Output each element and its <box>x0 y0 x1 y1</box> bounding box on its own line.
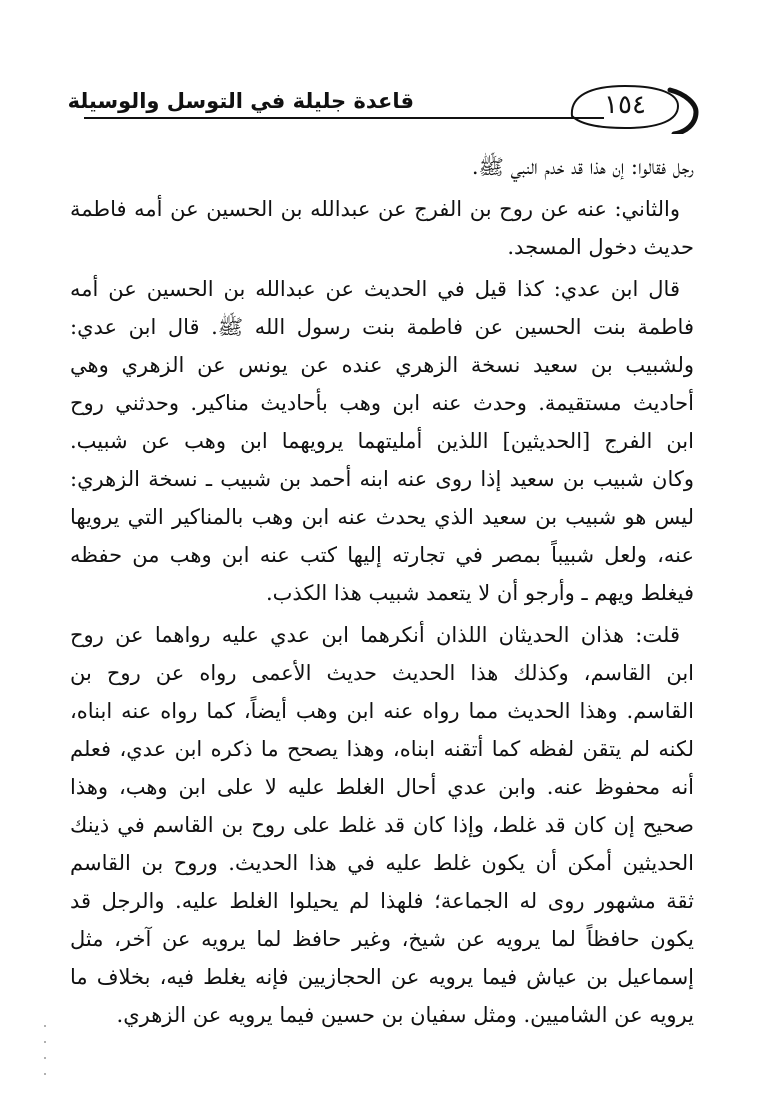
text-line: ابن الفرج [الحديثين] اللذين أمليتهما يرويهما ابن وهب عن شبيب. <box>70 429 694 453</box>
page-header <box>64 78 704 138</box>
text-line: قلت: هذان الحديثان اللذان أنكرهما ابن عدي عليه رواهما عن روح <box>70 623 680 647</box>
body-text <box>70 148 694 1034</box>
text-line: فاطمة بنت الحسين عن فاطمة بنت رسول الله ﷺ. قال ابن عدي: <box>70 315 694 339</box>
text-line: يكون حافظاً لما يرويه عن شيخ، وغير حافظ لما يرويه عن آخر، مثل <box>70 927 694 951</box>
text-line: ثقة مشهور روى له الجماعة؛ فلهذا لم يحيلوا الغلط عليه. والرجل قد <box>70 889 694 913</box>
text-line: ليس هو شبيب بن سعيد الذي يحدث عنه ابن وهب بالمناكير التي يرويها <box>70 505 694 529</box>
header-rule <box>84 117 604 119</box>
text-line: عنه، ولعل شبيباً بمصر في تجارته إليها كتب عنه ابن وهب من حفظه <box>70 543 694 567</box>
paragraph <box>70 190 694 266</box>
text-line: الحديثين أمكن أن يكون غلط عليه في هذا الحديث. وروح بن القاسم <box>70 851 694 875</box>
text-line: فيغلط ويهم ـ وأرجو أن لا يتعمد شبيب هذا الكذب. <box>265 581 694 605</box>
text-line: ولشبيب بن سعيد نسخة الزهري عنده عن يونس عن الزهري وهي <box>70 353 694 377</box>
margin-dots-icon <box>42 1020 48 1080</box>
text-line: ابن القاسم، وكذلك هذا الحديث حديث الأعمى رواه عن روح بن <box>70 661 694 685</box>
text-line: وكان شبيب بن سعيد إذا روى عنه ابنه أحمد بن شبيب ـ نسخة الزهري: <box>70 467 694 491</box>
paragraph <box>70 148 694 186</box>
text-line: أحاديث مستقيمة. وحدث عنه ابن وهب بأحاديث مناكير. وحدثني روح <box>70 391 694 415</box>
text-line: والثاني: عنه عن روح بن الفرج عن عبدالله بن الحسين عن أمه فاطمة <box>70 197 680 221</box>
text-line: حديث دخول المسجد. <box>507 235 694 259</box>
text-line: القاسم. وهذا الحديث مما رواه عنه ابن وهب أيضاً، كما رواه عنه ابناه، <box>70 699 694 723</box>
text-line: رجل فقالوا: إن هذا قد خدم النبي ﷺ. <box>471 155 694 179</box>
text-line: صحيح إن كان قد غلط، وإذا كان قد غلط على روح بن القاسم في ذينك <box>70 813 694 837</box>
text-line: قال ابن عدي: كذا قيل في الحديث عن عبدالله بن الحسين عن أمه <box>70 277 680 301</box>
text-line: أنه محفوظ عنه. وابن عدي أحال الغلط عليه لا على ابن وهب، وهذا <box>70 775 694 799</box>
paragraph <box>70 270 694 612</box>
page-number: ١٥٤ <box>604 90 646 120</box>
text-line: لكنه لم يتقن لفظه كما أتقنه ابناه، وهذا يصحح ما ذكره ابن عدي، فعلم <box>70 737 694 761</box>
text-line: إسماعيل بن عياش فيما يرويه عن الحجازيين فإنه يغلط فيه، بخلاف ما <box>70 965 694 989</box>
text-line: يرويه عن الشاميين. ومثل سفيان بن حسين فيما يرويه عن الزهري. <box>116 1003 694 1027</box>
paragraph <box>70 616 694 1034</box>
running-title: قاعدة جليلة في التوسل والوسيلة <box>67 89 414 113</box>
